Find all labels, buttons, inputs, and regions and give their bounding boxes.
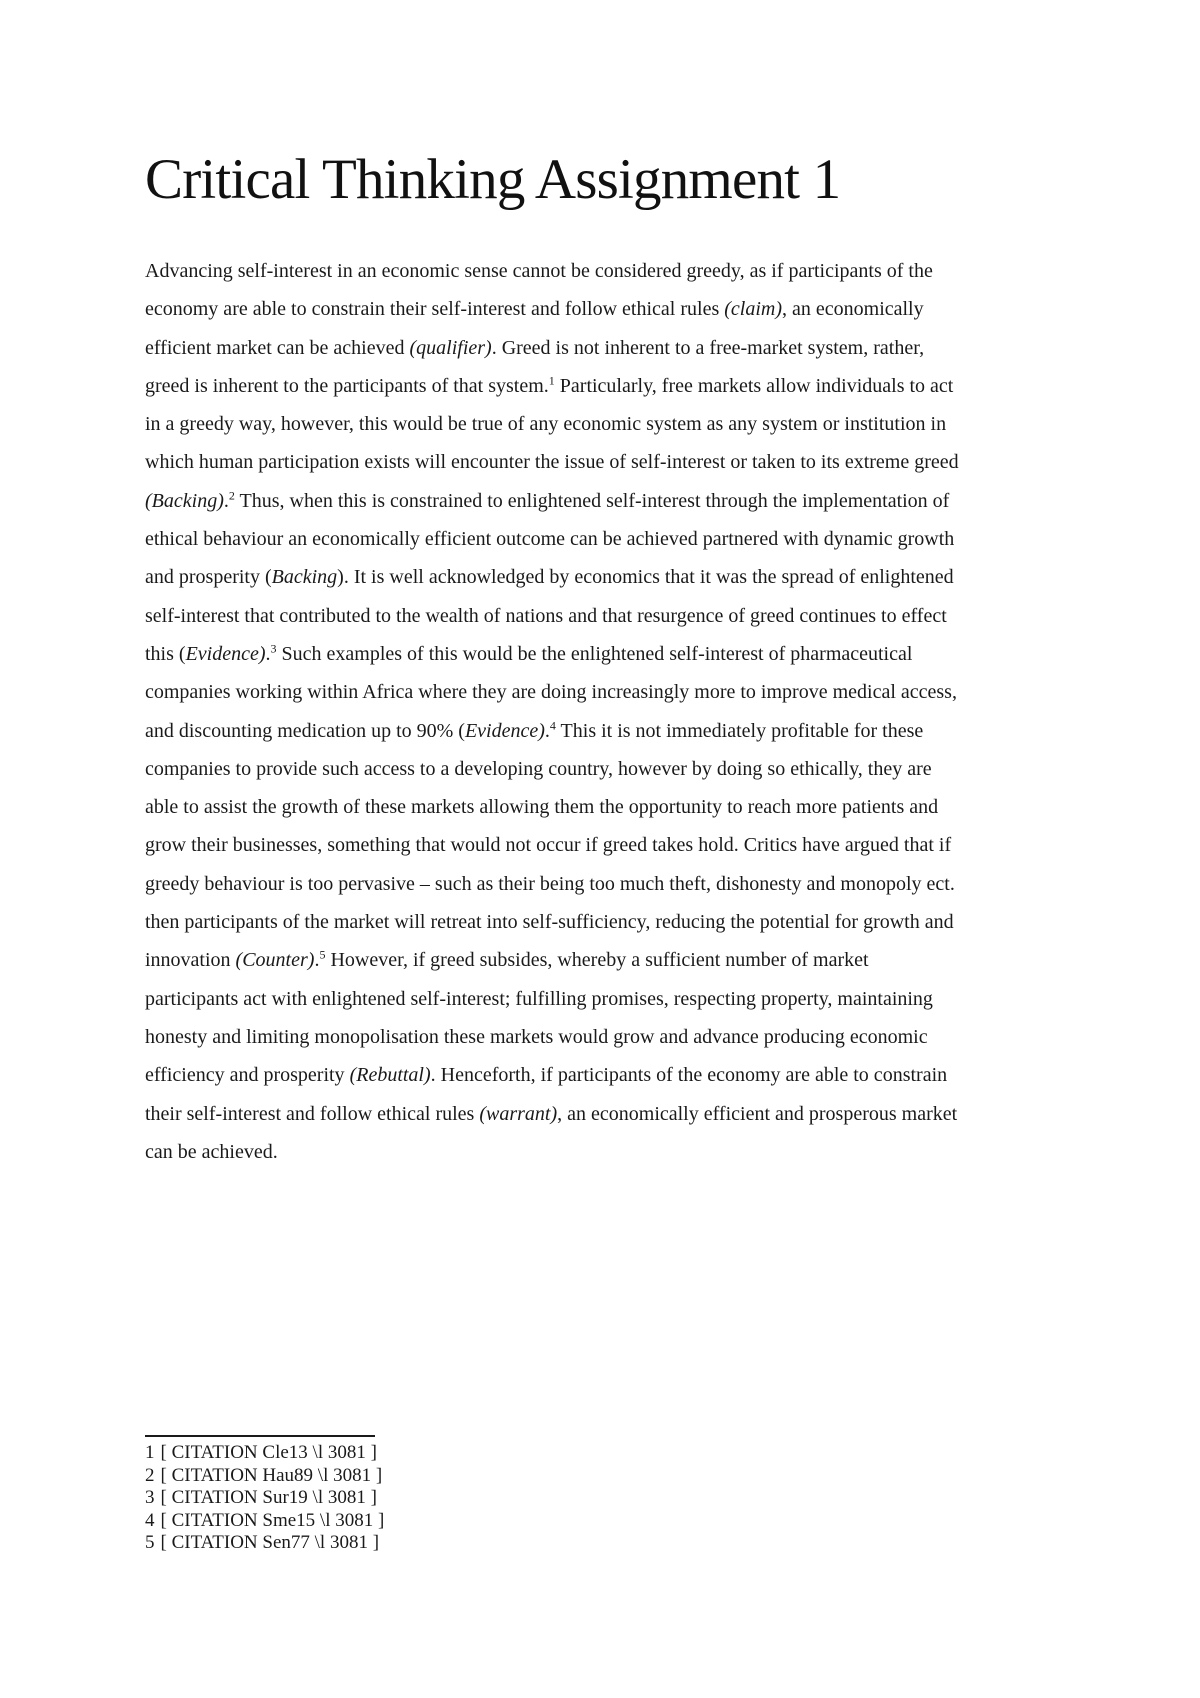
body-text-run: this ( [145, 642, 186, 665]
body-text-run: efficient market can be achieved [145, 336, 410, 359]
body-paragraph [145, 252, 1060, 1171]
footnote-reference: 5 [319, 947, 326, 962]
body-text-run: , an economically efficient and prosperous market [557, 1102, 958, 1125]
toulmin-label: Evidence) [464, 719, 545, 742]
footnote-citation: [ CITATION Sme15 \l 3081 ] [160, 1509, 385, 1531]
body-line [145, 597, 1060, 635]
footnote-number: 3 [145, 1487, 155, 1508]
body-line [145, 443, 1060, 481]
body-text-run: able to assist the growth of these markets allowing them the opportunity to reach more patients and [145, 796, 939, 819]
toulmin-label: (Backing) [145, 489, 224, 512]
body-text-run: in a greedy way, however, this would be true of any economic system as any system or institution in [145, 413, 947, 436]
body-text-run: . [544, 719, 550, 742]
footnote-item [145, 1465, 384, 1488]
body-text-run: ). It is well acknowledged by economics that it was the spread of enlightened [337, 566, 954, 589]
footnote-number: 5 [145, 1532, 155, 1553]
body-text-run: then participants of the market will retreat into self-sufficiency, reducing the potential for growth and [145, 911, 954, 934]
body-text-run: companies to provide such access to a developing country, however by doing so ethically, they are [145, 757, 932, 780]
footnote-citation: [ CITATION Sur19 \l 3081 ] [160, 1487, 377, 1508]
footnote-list [145, 1442, 384, 1555]
body-text-run: . [265, 642, 271, 665]
toulmin-label: Backing [271, 566, 338, 589]
footnote-item [145, 1510, 384, 1533]
body-line [145, 1133, 1060, 1171]
toulmin-label: (claim) [724, 298, 782, 321]
body-line [145, 1095, 1060, 1133]
body-line [145, 290, 1060, 328]
body-line [145, 635, 1060, 673]
body-line [145, 788, 1060, 826]
body-text-run: participants act with enlightened self-interest; fulfilling promises, respecting property, maintaining [145, 987, 933, 1010]
footnote-reference: 4 [549, 717, 556, 732]
body-text-run: Thus, when this is constrained to enlightened self-interest through the implementation of [234, 489, 950, 512]
body-text-run: , an economically [782, 298, 924, 321]
body-text-run: economy are able to constrain their self-interest and follow ethical rules [145, 298, 725, 321]
footnote-reference: 3 [270, 641, 277, 656]
body-text-run: Advancing self-interest in an economic sense cannot be considered greedy, as if participants of the [145, 260, 933, 282]
body-line [145, 673, 1060, 711]
body-text-run: ethical behaviour an economically efficient outcome can be achieved partnered with dynamic growth [145, 528, 955, 551]
footnote-item [145, 1532, 384, 1555]
body-text-run: and discounting medication up to 90% ( [145, 719, 465, 742]
body-text-run: their self-interest and follow ethical rules [145, 1102, 480, 1125]
body-text-run: However, if greed subsides, whereby a sufficient number of market [325, 949, 869, 972]
body-line [145, 826, 1060, 864]
body-text-run: . [314, 949, 320, 972]
body-line [145, 712, 1060, 750]
body-text-run: This it is not immediately profitable for these [555, 719, 924, 742]
body-line [145, 750, 1060, 788]
footnote-reference: 2 [228, 488, 235, 503]
body-line [145, 980, 1060, 1018]
body-line [145, 520, 1060, 558]
footnote-citation: [ CITATION Cle13 \l 3081 ] [160, 1442, 377, 1463]
body-text-run: Such examples of this would be the enlightened self-interest of pharmaceutical [276, 642, 913, 665]
toulmin-label: (warrant) [479, 1102, 558, 1125]
footnote-citation: [ CITATION Sen77 \l 3081 ] [160, 1532, 380, 1553]
toulmin-label: Evidence) [185, 642, 266, 665]
body-text-run: grow their businesses, something that would not occur if greed takes hold. Critics have argued that if [145, 834, 952, 857]
body-text-run: Particularly, free markets allow individuals to act [554, 374, 954, 397]
body-line [145, 865, 1060, 903]
footnote-number: 1 [145, 1442, 155, 1463]
body-line [145, 1018, 1060, 1056]
body-line [145, 252, 1060, 290]
body-text-run: . [223, 489, 229, 512]
document-title: Critical Thinking Assignment 1 [145, 148, 841, 211]
body-text-run: greed is inherent to the participants of that system. [145, 374, 549, 397]
footnote-separator [145, 1435, 375, 1437]
body-line [145, 903, 1060, 941]
body-text-run: innovation [145, 949, 236, 972]
body-text-run: greedy behaviour is too pervasive – such as their being too much theft, dishonesty and monopoly ect. [145, 872, 955, 895]
body-line [145, 1056, 1060, 1094]
body-line [145, 329, 1060, 367]
toulmin-label: (Rebuttal) [349, 1064, 431, 1087]
body-text-run: . Henceforth, if participants of the economy are able to constrain [430, 1064, 948, 1087]
body-text-run: can be achieved. [145, 1140, 278, 1163]
body-line [145, 367, 1060, 405]
footnote-citation: [ CITATION Hau89 \l 3081 ] [160, 1464, 383, 1486]
body-text-run: honesty and limiting monopolisation these markets would grow and advance producing economic [145, 1025, 928, 1048]
toulmin-label: (Counter) [235, 949, 315, 972]
body-text-run: companies working within Africa where they are doing increasingly more to improve medical access, [145, 681, 957, 704]
footnote-reference: 1 [548, 373, 555, 388]
footnote-item [145, 1442, 384, 1465]
footnote-number: 2 [145, 1464, 155, 1486]
footnote-number: 4 [145, 1509, 155, 1531]
body-line [145, 405, 1060, 443]
body-text-run: and prosperity ( [145, 566, 272, 589]
body-text-run: . Greed is not inherent to a free-market system, rather, [491, 336, 925, 359]
body-line [145, 482, 1060, 520]
body-text-run: self-interest that contributed to the wealth of nations and that resurgence of greed continues to effect [145, 604, 947, 627]
body-text-run: efficiency and prosperity [145, 1064, 350, 1087]
body-text-run: which human participation exists will encounter the issue of self-interest or taken to its extreme greed [145, 451, 959, 474]
body-line [145, 941, 1060, 979]
body-line [145, 558, 1060, 596]
toulmin-label: (qualifier) [409, 336, 492, 359]
footnote-item [145, 1487, 384, 1510]
